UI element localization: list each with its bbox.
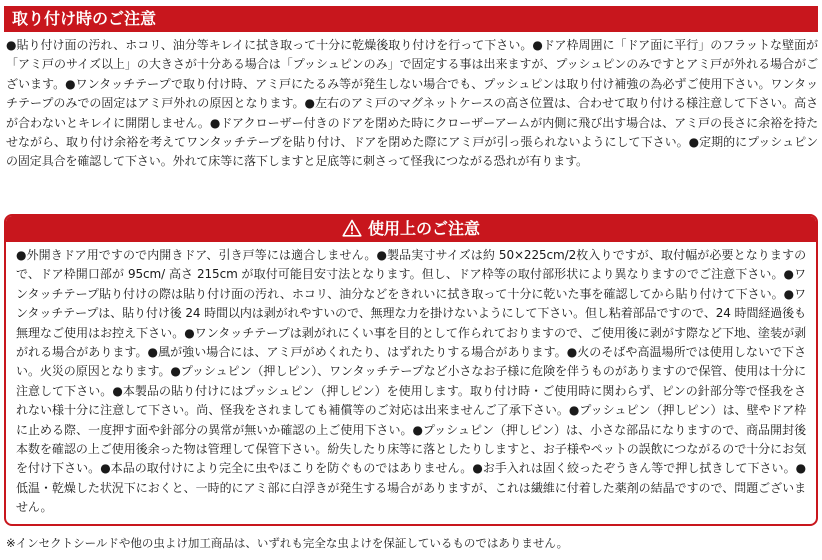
warning-triangle-icon xyxy=(342,219,362,237)
usage-caution-text: ●外開きドア用ですので内開きドア、引き戸等には適合しません。●製品実寸サイズは約 50×225cm/2枚入りですが、取付幅が必要となりますので、ドア枠開口部が 95cm/ 高さ 215cm が取付可能目安寸法となります。但し、ドア枠等の取付部形状により異なりますのでご注意下さい。●ワンタッチテープ貼り付けの際は貼り付け面の汚れ、ホコリ、油分などをきれいに拭き取って十分に乾いた事を確認してから貼り付けて下さい。●ワンタッチテープは、貼り付け後 24 時間以内は剥がれやすいので、無理な力を掛けないようにして下さい。但し粘着部品ですので、24 時間経過後も無理なご使用はお控え下さい。●ワンタッチテープは剥がれにくい事を目的として作られておりますので、ご使用後に剥がす際など下地、塗装が剥がれる場合があります。●風が強い場合には、アミ戸がめくれたり、はずれたりする場合があります。●火のそばや高温場所では使用しないで下さい。火災の原因となります。●プッシュピン（押しピン）、ワンタッチテープなど小さなお子様に危険を伴うものがありますので保管、使用は十分に注意して下さい。●本製品の貼り付けにはプッシュピン（押しピン）を使用します。取り付け時・ご使用時に関わらず、ピンの針部分等で怪我をされない様十分に注意して下さい。尚、怪我をされましても補償等のご対応は出来ませんご了承下さい。●プッシュピン（押しピン）は、壁やドア枠に止める際、一度押す面や針部分の異常が無いか確認の上ご使用下さい。●プッシュピン（押しピン）は、小さな部品になりますので、商品開封後本数を確認の上ご使用後余った物は管理して保管下さい。紛失したり床等に落としたりしますと、お子様やペットの誤飲につながるので十分にお気を付け下さい。●本品の取付けにより完全に虫やほこりを防ぐものではありません。●お手入れは固く絞ったぞうきん等で押し拭きして下さい。●低温・乾燥した状況下におくと、一時的にアミ部に白浮きが発生する場合がありますが、これは繊維に付着した薬剤の結晶ですので、問題ございません。 xyxy=(16,248,806,515)
installation-caution-text: ●貼り付け面の汚れ、ホコリ、油分等キレイに拭き取って十分に乾燥後取り付けを行って下さい。●ドア枠周囲に「ドア面に平行」のフラットな壁面が「アミ戸のサイズ以上」の大きさが十分ある場合は「プッシュピンのみ」で固定する事は出来ますが、プッシュピンのみですとアミ戸が外れる場合がございます。●ワンタッチテープで取り付け時、アミ戸にたるみ等が発生しない場合でも、プッシュピンは取り付け補強の為必ずご使用下さい。ワンタッチテープのみでの固定はアミ戸外れの原因となります。●左右のアミ戸のマグネットケースの高さ位置は、合わせて取り付ける様注意して下さい。高さが合わないとキレイに開閉しません。●ドアクローザー付きのドアを閉めた時にクローザーアームが内側に飛び出す場合は、アミ戸の長さに余裕を持たせながら、取り付け余裕を考えてワンタッチテープを貼り付け、ドアを閉めた際にアミ戸が引っ張られないようにして下さい。●定期的にプッシュピンの固定具合を確認して下さい。外れて床等に落下しますと足底等に刺さって怪我につながる恐れが有ります。 xyxy=(6,38,818,169)
usage-caution-title: 使用上のご注意 xyxy=(367,219,480,238)
usage-caution-box xyxy=(4,214,818,526)
usage-caution-header xyxy=(6,216,816,242)
installation-caution-title: 取り付け時のご注意 xyxy=(4,6,818,32)
disclaimer-footnote: ※インセクトシールドや他の虫よけ加工商品は、いずれも完全な虫よけを保証しているものではありません。 xyxy=(6,536,569,550)
